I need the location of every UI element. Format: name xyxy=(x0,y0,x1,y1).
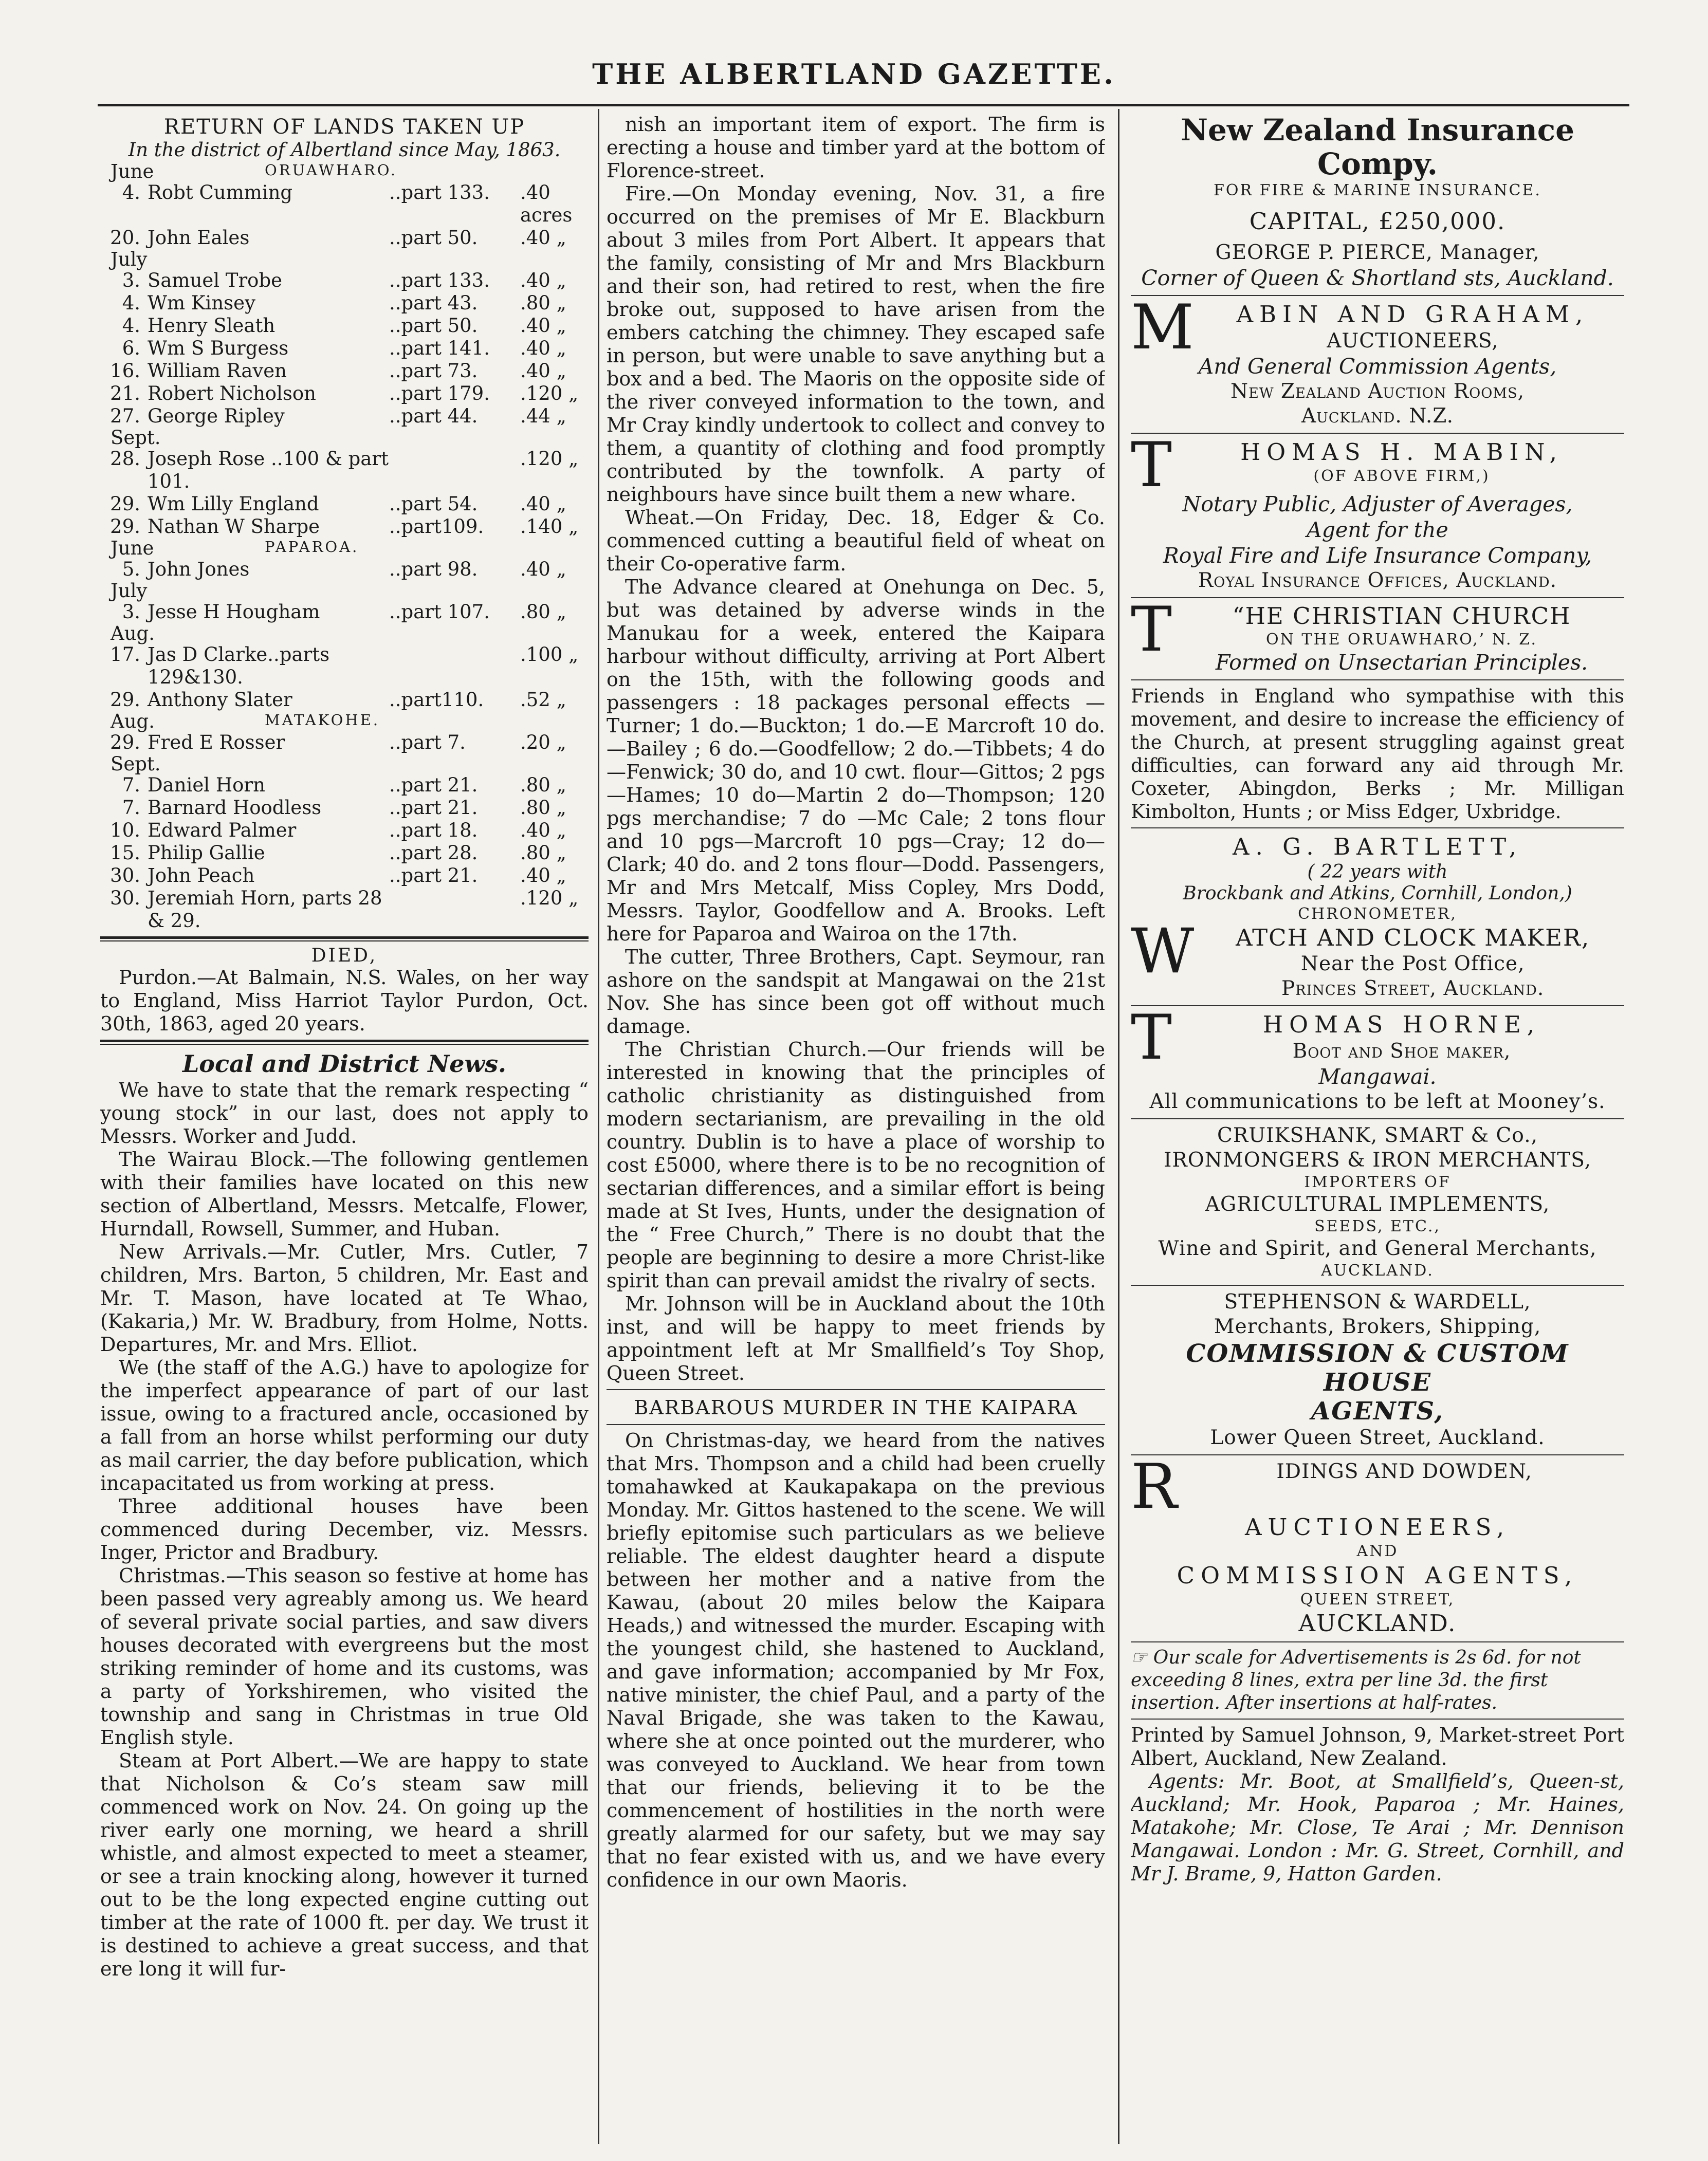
lands-subtitle: In the district of Albertland since May, 1863. xyxy=(128,139,561,161)
lands-name: Daniel Horn xyxy=(148,774,265,796)
lands-parcel: ..part 21. xyxy=(389,864,478,886)
lands-acres: .52 „ xyxy=(520,689,566,711)
lands-name: Barnard Hoodless xyxy=(148,797,322,819)
ad-nz-insurance xyxy=(1131,113,1624,291)
lands-month: July xyxy=(111,580,148,602)
lands-acres: .40 „ xyxy=(520,360,566,382)
lands-acres: .40 „ xyxy=(520,269,566,291)
lands-acres: .80 „ xyxy=(520,292,566,314)
column-rule-1 xyxy=(598,109,599,2144)
lands-row xyxy=(100,315,589,337)
lands-parcel: ..part 54. xyxy=(389,493,478,515)
lands-acres: .20 „ xyxy=(520,731,566,753)
ad-line: Notary Public, Adjuster of Averages, xyxy=(1182,492,1573,516)
lands-row xyxy=(100,493,589,515)
lands-parcel: ..part 18. xyxy=(389,819,478,841)
paragraph: The cutter, Three Brothers, Capt. Seymour, ran ashore on the sandspit at Mangawai on the 21st Nov. She has since been got off without much damage. xyxy=(607,946,1105,1038)
lands-acres: .40 „ xyxy=(520,864,566,886)
lands-name: Henry Sleath xyxy=(148,315,276,337)
died-heading: DIED, xyxy=(311,945,378,966)
lands-day: 6. xyxy=(122,337,140,359)
ad-line: Merchants, Brokers, Shipping, xyxy=(1214,1315,1541,1338)
masthead-rule xyxy=(98,104,1629,106)
lands-day: 20. xyxy=(110,227,140,249)
lands-parcel: ..part109. xyxy=(389,515,484,538)
masthead: THE ALBERTLAND GAZETTE. xyxy=(592,58,1116,90)
lands-acres: .120 „ xyxy=(520,448,579,470)
lands-parcel xyxy=(389,448,520,493)
lands-acres: .100 „ xyxy=(520,643,579,666)
lands-name: John Jones xyxy=(148,558,250,580)
lands-district: MATAKOHE. xyxy=(265,711,380,729)
lands-district: ORUAWHARO. xyxy=(265,161,398,179)
lands-parcel: ..part 21. xyxy=(389,797,478,819)
ad-line: IRONMONGERS & IRON MERCHANTS, xyxy=(1163,1149,1592,1172)
paragraph: The Advance cleared at Onehunga on Dec. 5, but was detained by adverse winds in the Manukau for a week, entered the Kaipara harbour without difficulty, arriving at Port Albert on the 15th, with the following goods and passengers : 18 packages personal effects —Turner; 1 do.—Buckton; 1 do.—E Marcroft 10 do.—Bailey ; 6 do.—Goodfellow; 2 do.—Tibbets; 4 do—Fenwick; 30 do, and 10 cwt. flour—Gittos; 2 pgs—Hames; 10 do—Martin 2 do—Thompson; 120 pgs merchandise; 7 do —Mc Cale; 2 tons flour and 10 pgs—Marcroft 10 pgs—Cray; 12 do—Clark; 40 do. and 2 tons flour—Dodd. Passengers, Mr and Mrs Metcalf, Miss Copley, Mrs Dodd, Messrs. Taylor, Goodfellow and A. Brooks. Left here for Paparoa and Wairoa on the 17th. xyxy=(607,576,1105,945)
lands-name: Jeremiah Horn, parts 28 & 29. xyxy=(148,887,382,932)
ad-line: IDINGS AND DOWDEN, xyxy=(1276,1460,1532,1483)
paragraph: nish an important item of export. The firm is erecting a house and timber yard at the bottom of Florence-street. xyxy=(607,113,1105,182)
lands-acres: .40 „ xyxy=(520,315,566,337)
drop-cap: T xyxy=(1131,602,1172,666)
lands-day: 27. xyxy=(110,405,140,427)
column-1 xyxy=(100,113,589,2143)
lands-acres: .40 „ xyxy=(520,819,566,841)
lands-table xyxy=(100,161,589,932)
divider xyxy=(1131,433,1624,434)
divider xyxy=(1131,1118,1624,1119)
ad-line: Near the Post Office, xyxy=(1300,952,1525,975)
lands-parcel: ..part 7. xyxy=(389,731,466,753)
lands-month: July xyxy=(111,248,148,270)
ad-line: ( 22 years with xyxy=(1307,861,1448,882)
ad-line: AUCKLAND. xyxy=(1321,1262,1434,1280)
paragraph: Fire.—On Monday evening, Nov. 31, a fire occurred on the premises of Mr E. Blackburn about 3 miles from Port Albert. It appears that the family, consisting of Mr and Mrs Blackburn and their son, had retired to rest, when the fire broke out, supposed to have arisen from the embers catching the chimney. They escaped safe in person, but were unable to save anything but a box and a bed. The Maoris on the opposite side of the river conveyed information to the town, and Mr Cray kindly undertook to collect and convey to them, a quantity of clothing and food promptly contributed by the townfolk. A party of neighbours have since built them a new whare. xyxy=(607,182,1105,506)
ad-line: IMPORTERS OF xyxy=(1304,1173,1451,1191)
ad-line: Wine and Spirit, and General Merchants, xyxy=(1158,1237,1597,1260)
ad-line: Corner of Queen & Shortland sts, Auckland. xyxy=(1141,266,1614,290)
lands-row xyxy=(100,643,589,689)
ad-line: Auckland. N.Z. xyxy=(1301,404,1454,428)
pointing-hand-icon: ☞ xyxy=(1131,1647,1148,1668)
ad-line: COMMISSION & CUSTOM HOUSE xyxy=(1186,1339,1569,1397)
lands-acres: .80 „ xyxy=(520,842,566,864)
paragraph: Three additional houses have been commenced during December, viz. Messrs. Inger, Prictor and Bradbury. xyxy=(100,1495,589,1564)
divider xyxy=(1131,1005,1624,1006)
local-news-body xyxy=(100,1079,589,1981)
lands-name: Edward Palmer xyxy=(148,819,297,841)
lands-day: 29. xyxy=(110,731,140,753)
divider xyxy=(1131,1641,1624,1642)
lands-parcel: ..part 73. xyxy=(389,360,478,382)
lands-month: Sept. xyxy=(111,753,161,775)
ad-ridings-dowden xyxy=(1131,1460,1624,1637)
lands-acres: .40 „ xyxy=(520,337,566,359)
lands-day: 29. xyxy=(110,493,140,515)
ad-line: “HE CHRISTIAN CHURCH xyxy=(1232,602,1571,630)
lands-name: Samuel Trobe xyxy=(148,269,283,291)
lands-row xyxy=(100,689,589,711)
ad-bartlett xyxy=(1131,833,1624,1001)
lands-acres: .120 „ xyxy=(520,887,579,909)
ad-christian-church xyxy=(1131,602,1624,823)
lands-acres: .80 „ xyxy=(520,774,566,796)
lands-day: 7. xyxy=(122,797,140,819)
lands-row xyxy=(100,448,589,493)
paragraph: Steam at Port Albert.—We are happy to state that Nicholson & Co’s steam saw mill commenced work on Nov. 24. On going up the river early one morning, we heard a shrill whistle, and almost expected to meet a steamer, or see a train knocking along, however it turned out to be the long expected engine cutting out timber at the rate of 1000 ft. per day. We trust it is destined to achieve a great success, and that ere long it will fur- xyxy=(100,1749,589,1980)
lands-name: Fred E Rosser xyxy=(148,731,285,753)
ad-line: (OF ABOVE FIRM,) xyxy=(1313,467,1490,485)
lands-row xyxy=(100,558,589,581)
lands-day: 29. xyxy=(110,515,140,538)
lands-day: 16. xyxy=(110,360,140,382)
ad-line: AGRICULTURAL IMPLEMENTS, xyxy=(1205,1193,1550,1216)
lands-day: 3. xyxy=(122,269,140,291)
ad-line: QUEEN STREET, xyxy=(1300,1591,1455,1609)
ad-line: HOMAS H. MABIN, xyxy=(1240,438,1563,466)
lands-name: Wm S Burgess xyxy=(148,337,289,359)
lands-month-label: June xyxy=(111,160,154,182)
news-body xyxy=(607,113,1105,1385)
lands-parcel: ..part 179. xyxy=(389,382,490,404)
ad-title: New Zealand Insurance Compy. xyxy=(1180,113,1575,181)
lands-month: Aug. xyxy=(111,622,155,644)
ad-line: CHRONOMETER, xyxy=(1298,905,1457,923)
ad-stephenson xyxy=(1131,1290,1624,1450)
lands-row xyxy=(100,382,589,405)
divider xyxy=(1131,597,1624,598)
lands-month xyxy=(111,711,589,731)
lands-day: 4. xyxy=(122,181,140,204)
divider xyxy=(100,1040,589,1045)
divider xyxy=(1131,679,1624,680)
ad-thomas-horne xyxy=(1131,1010,1624,1114)
ad-cruikshank xyxy=(1131,1123,1624,1281)
lands-name: Jas D Clarke..parts 129&130. xyxy=(148,643,330,688)
lands-name: Jesse H Hougham xyxy=(148,601,320,623)
lands-row xyxy=(100,292,589,315)
lands-acres: .80 „ xyxy=(520,797,566,819)
murder-article: On Christmas-day, we heard from the natives that Mrs. Thompson and a child had been cruelly tomahawked at Kaukapakapa on the previous Monday. Mr. Gittos hastened to the scene. We will briefly epitomise such particulars as we believe reliable. The eldest daughter heard a dispute between her mother and a native from the Kawau, (about 20 miles below the Kaipara Heads,) and witnessed the murder. Escaping with the youngest child, she hastened to Auckland, and gave information; accompanied by Mr Fox, native minister, the chief Paul, and a party of the Naval Brigade, she was taken to the Kawau, where she at once pointed out the murderer, who was conveyed to Auckland. We hear from town that our friends, believing it to be the commencement of hostilities in the north were greatly alarmed for our safety, but we may say that no fear existed with us, and we have every confidence in our own Maoris. xyxy=(607,1429,1105,1891)
lands-parcel: ..part 133. xyxy=(389,269,490,291)
ad-line: AUCKLAND. xyxy=(1298,1610,1457,1637)
paragraph: Christmas.—This season so festive at home has been passed very agreably among us. We heard of several private social parties, and saw divers houses decorated with evergreens but the most striking reminder of home and its customs, was a party of Yorkshiremen, who visited the township and sang in Christmas in true Old English style. xyxy=(100,1564,589,1749)
lands-day: 30. xyxy=(110,864,140,886)
lands-row xyxy=(100,360,589,382)
lands-parcel: ..part 28. xyxy=(389,842,478,864)
lands-day: 17. xyxy=(110,643,140,666)
ad-mabin-graham xyxy=(1131,300,1624,429)
lands-day: 7. xyxy=(122,774,140,796)
lands-parcel: ..part 133. xyxy=(389,181,490,204)
drop-cap: W xyxy=(1131,916,1195,987)
lands-name: William Raven xyxy=(148,360,287,382)
lands-parcel: ..part 21. xyxy=(389,774,478,796)
lands-row xyxy=(100,337,589,360)
ad-body: Friends in England who sympathise with this movement, and desire to increase the efficiency of the Church, at present struggling against great difficulties, can forward any aid through Mr. Coxeter, Abingdon, Berks ; Mr. Milligan Kimbolton, Hunts ; or Miss Edger, Uxbridge. xyxy=(1131,685,1624,823)
ad-line: GEORGE P. PIERCE, Manager, xyxy=(1215,241,1540,264)
lands-row xyxy=(100,887,589,932)
ad-line: All communications to be left at Mooney’s. xyxy=(1149,1090,1606,1113)
ad-line: Formed on Unsectarian Principles. xyxy=(1215,650,1588,675)
lands-month xyxy=(111,538,589,558)
ad-line: ABIN AND GRAHAM, xyxy=(1236,301,1589,328)
ad-line: Boot and Shoe maker, xyxy=(1292,1040,1511,1063)
lands-day: 28. xyxy=(110,448,140,470)
lands-row xyxy=(100,797,589,819)
lands-day: 3. xyxy=(122,601,140,623)
lands-day: 10. xyxy=(110,819,140,841)
lands-day: 15. xyxy=(110,842,140,864)
lands-acres: .40 „ xyxy=(520,227,566,249)
lands-row xyxy=(100,227,589,249)
ad-line: Royal Insurance Offices, Auckland. xyxy=(1198,569,1557,592)
ad-line: AUCTIONEERS, xyxy=(1244,1513,1511,1541)
lands-day: 29. xyxy=(110,689,140,711)
ad-line: Royal Fire and Life Insurance Company, xyxy=(1163,543,1592,568)
lands-title: RETURN OF LANDS TAKEN UP xyxy=(163,115,525,139)
lands-name: Wm Kinsey xyxy=(148,292,255,314)
lands-name: Nathan W Sharpe xyxy=(148,515,320,538)
lands-parcel: ..part 44. xyxy=(389,405,478,427)
drop-cap: T xyxy=(1131,438,1172,501)
lands-parcel xyxy=(389,887,520,932)
ad-line: Agent for the xyxy=(1307,518,1448,542)
ad-line: HOMAS HORNE, xyxy=(1262,1011,1541,1038)
lands-name: Robt Cumming xyxy=(148,181,293,204)
lands-day: 30. xyxy=(110,887,140,909)
ad-line: AGENTS, xyxy=(1311,1397,1444,1426)
divider xyxy=(100,936,589,941)
advertising-rates xyxy=(1131,1647,1624,1714)
lands-name: John Eales xyxy=(148,227,250,249)
imprint: Printed by Samuel Johnson, 9, Market-street Port Albert, Auckland, New Zealand. xyxy=(1131,1724,1624,1769)
lands-row xyxy=(100,601,589,623)
divider xyxy=(1131,1285,1624,1286)
divider xyxy=(607,1424,1105,1425)
column-2 xyxy=(607,113,1105,2143)
lands-row xyxy=(100,405,589,428)
drop-cap: R xyxy=(1131,1460,1178,1523)
ad-line: Lower Queen Street, Auckland. xyxy=(1210,1426,1545,1449)
lands-acres: .120 „ xyxy=(520,382,579,404)
ad-line: STEPHENSON & WARDELL, xyxy=(1224,1290,1531,1314)
drop-cap: M xyxy=(1131,300,1194,363)
lands-row xyxy=(100,515,589,538)
divider xyxy=(1131,1454,1624,1455)
lands-parcel: ..part 141. xyxy=(389,337,490,359)
lands-acres: .40 „ xyxy=(520,493,566,515)
ad-line: ON THE ORUAWHARO,’ N. Z. xyxy=(1266,631,1537,649)
paragraph: New Arrivals.—Mr. Cutler, Mrs. Cutler, 7 children, Mrs. Barton, 5 children, Mr. East and Mr. T. Mason, have located at Te Whao, (Kakaria,) Mr. W. Bradbury, from Holme, Notts. Departures, Mr. and Mrs. Elliot. xyxy=(100,1241,589,1356)
paragraph: The Christian Church.—Our friends will be interested in knowing that the principles of catholic christianity as distinguished from modern sectarianism, are prevailing in the old country. Dublin is to have a place of worship to cost £5000, where there is to be no recognition of sectarian differences, and a similar effort is being made at St Ives, Hunts, under the designation of the “ Free Church,” There is no doubt that the people are beginning to desire a more Christ-like spirit than can prevail amidst the rivalry of sects. xyxy=(607,1038,1105,1292)
lands-month: Sept. xyxy=(111,427,161,449)
lands-day: 5. xyxy=(122,558,140,580)
lands-month-label: Aug. xyxy=(111,710,155,732)
lands-acres: .140 „ xyxy=(520,515,579,538)
lands-name: Robert Nicholson xyxy=(148,382,316,404)
lands-month-label: June xyxy=(111,537,154,559)
ad-line: Mangawai. xyxy=(1318,1064,1437,1089)
lands-name: John Peach xyxy=(148,864,255,886)
lands-row xyxy=(100,181,589,227)
lands-row xyxy=(100,864,589,887)
lands-name: George Ripley xyxy=(148,405,285,427)
paragraph: The Wairau Block.—The following gentlemen with their families have located on this new section of Albertland, Messrs. Metcalfe, Flower, Hurndall, Rowsell, Summer, and Huban. xyxy=(100,1148,589,1240)
paragraph: We have to state that the remark respecting “ young stock” in our last, does not apply to Messrs. Worker and Judd. xyxy=(100,1079,589,1148)
lands-name: Joseph Rose ..100 & part 101. xyxy=(148,448,389,492)
divider xyxy=(1131,1719,1624,1720)
lands-parcel xyxy=(389,643,520,689)
ad-line: SEEDS, ETC., xyxy=(1314,1217,1441,1235)
lands-acres: .40 acres xyxy=(520,181,573,226)
ad-line: CRUIKSHANK, SMART & Co., xyxy=(1217,1124,1538,1147)
lands-row xyxy=(100,819,589,842)
lands-month xyxy=(111,161,589,181)
divider xyxy=(1131,295,1624,296)
ad-line: FOR FIRE & MARINE INSURANCE. xyxy=(1214,181,1541,199)
local-news-heading: Local and District News. xyxy=(182,1050,507,1078)
lands-acres: .40 „ xyxy=(520,558,566,580)
ad-line: A. G. BARTLETT, xyxy=(1232,833,1523,860)
divider xyxy=(607,1389,1105,1390)
died-notice: Purdon.—At Balmain, N.S. Wales, on her way to England, Miss Harriot Taylor Purdon, Oct. 30th, 1863, aged 20 years. xyxy=(100,966,589,1035)
lands-parcel: ..part 43. xyxy=(389,292,478,314)
lands-name: Wm Lilly England xyxy=(148,493,319,515)
lands-parcel: ..part 98. xyxy=(389,558,478,580)
lands-district: PAPAROA. xyxy=(265,538,359,556)
lands-day: 4. xyxy=(122,292,140,314)
column-3-advertisements xyxy=(1131,113,1624,2143)
ad-line: Princes Street, Auckland. xyxy=(1281,977,1545,1000)
lands-row xyxy=(100,269,589,292)
agents: Agents: Mr. Boot, at Smallfield’s, Queen-st, Auckland; Mr. Hook, Paparoa ; Mr. Haines, Matakohe; Mr. Close, Te Arai ; Mr. Dennison Mangawai. London : Mr. G. Street, Cornhill, and Mr J. Brame, 9, Hatton Garden. xyxy=(1131,1770,1624,1885)
ad-line: AUCTIONEERS, xyxy=(1327,329,1499,353)
lands-day: 21. xyxy=(110,382,140,404)
lands-row xyxy=(100,731,589,754)
lands-name: Philip Gallie xyxy=(148,842,265,864)
lands-parcel: ..part 50. xyxy=(389,315,478,337)
ad-line: COMMISSION AGENTS, xyxy=(1177,1562,1578,1589)
ad-line: CAPITAL, £250,000. xyxy=(1249,208,1506,235)
column-rule-2 xyxy=(1118,109,1119,2144)
divider xyxy=(1131,827,1624,828)
ad-line: AND xyxy=(1356,1542,1399,1560)
lands-row xyxy=(100,774,589,797)
paragraph: We (the staff of the A.G.) have to apologize for the imperfect appearance of part of our last issue, owing to a fractured ancle, occasioned by a fall from an horse whilst performing our duty as mail carrier, the day before publication, which incapacitated us from working at press. xyxy=(100,1356,589,1494)
advertising-rates-text: Our scale for Advertisements is 2s 6d. for not exceeding 8 lines, extra per line 3d. the first insertion. After insertions at half-rates. xyxy=(1131,1647,1581,1713)
paragraph: Wheat.—On Friday, Dec. 18, Edger & Co. commenced cutting a beautiful field of wheat on their Co-operative farm. xyxy=(607,506,1105,575)
lands-acres: .44 „ xyxy=(520,405,566,427)
lands-name: Anthony Slater xyxy=(148,689,292,711)
ad-line: And General Commission Agents, xyxy=(1198,354,1557,379)
ad-line: ATCH AND CLOCK MAKER, xyxy=(1236,924,1590,951)
paragraph: Mr. Johnson will be in Auckland about the 10th inst, and will be happy to meet friends by appointment left at Mr Smallfield’s Toy Shop, Queen Street. xyxy=(607,1292,1105,1384)
lands-parcel: ..part 50. xyxy=(389,227,478,249)
drop-cap: T xyxy=(1131,1010,1172,1074)
lands-parcel: ..part 107. xyxy=(389,601,490,623)
ad-line: New Zealand Auction Rooms, xyxy=(1231,380,1525,403)
lands-day: 4. xyxy=(122,315,140,337)
lands-row xyxy=(100,842,589,864)
ad-thomas-mabin xyxy=(1131,438,1624,593)
murder-heading: BARBAROUS MURDER IN THE KAIPARA xyxy=(634,1396,1078,1419)
lands-parcel: ..part110. xyxy=(389,689,484,711)
lands-acres: .80 „ xyxy=(520,601,566,623)
ad-line: Brockbank and Atkins, Cornhill, London,) xyxy=(1183,883,1572,904)
